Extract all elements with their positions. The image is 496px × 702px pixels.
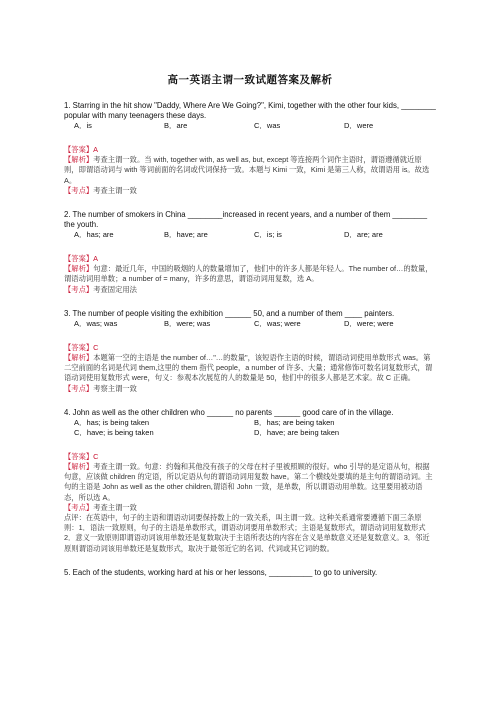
option-a: A．was; was <box>74 318 118 328</box>
option-c: C．have; is being taken <box>74 427 154 437</box>
point-text: 考察主谓一致 <box>93 383 137 393</box>
point-label: 【考点】 <box>64 185 94 195</box>
answer-block <box>64 452 436 554</box>
option-d: D．have; are being taken <box>254 427 340 437</box>
option-a: A．is <box>74 121 92 130</box>
answer-block <box>64 145 436 196</box>
page-title: 高一英语主谓一致试题答案及解析 <box>167 74 333 86</box>
option-a: A．has; are <box>74 230 114 240</box>
answer-block <box>64 343 436 394</box>
analysis-text: 句意：最近几年，中国的吸烟的人的数量增加了，他们中的许多人都是年轻人。The number of…的数量，谓语动词用单数；a number of = many，许多的意思，谓语动词用复数，选 A。 <box>64 264 433 284</box>
option-b: B．were; was <box>164 318 211 328</box>
options-row <box>64 418 436 438</box>
answer: 【答案】C <box>64 451 99 461</box>
point-label: 【考点】 <box>64 383 94 393</box>
answer: 【答案】C <box>64 342 99 352</box>
answer: 【答案】A <box>64 254 99 264</box>
point-text: 考查固定用法 <box>93 284 137 294</box>
question-1 <box>64 101 436 196</box>
question-5 <box>64 568 436 578</box>
option-c: C．was <box>254 121 281 130</box>
analysis-label: 【解析】 <box>64 462 94 472</box>
option-b: B．are <box>164 121 188 130</box>
question-4 <box>64 408 436 554</box>
answer-block <box>64 254 436 295</box>
options-row <box>64 319 436 329</box>
question-text: 5. Each of the students, working hard at his or her lessons, __________ to go to university. <box>64 567 378 577</box>
option-d: D．were; were <box>344 318 394 328</box>
options-row <box>64 121 436 131</box>
analysis-text: 考查主谓一致。句意：约翰和其他没有孩子的父母在村子里被照顾的很好。who 引导的是定语从句，根据句意，应该做 children 的定语，所以定语从句的谓语动词用复数 have。第二个横线处要填的是主句的谓语动词。主句的主语是 John as well as the other children,谓语和 John 一致，是单数，所以谓语动用单数。这里要用被动语态，所以选 A。 <box>64 462 433 502</box>
question-text: 1. Starring in the hit show "Daddy, Where Are We Going?", Kimi, together with the other four kids, ________ popular with many teenagers these days. <box>64 101 436 120</box>
analysis-text: 本题第一空的主语是 the number of…"…的数量"，该短语作主语的时候，谓语动词使用单数形式 was。第二空前面的名词是代词 them,这里的 them 指代 people，a number of 许多、大量；通常修饰可数名词复数形式，谓语动词使用复数形式 were，句义：参观本次展览的人的数量是 50，他们中的很多人都是艺术家。故 C 正确。 <box>64 353 433 383</box>
point-label: 【考点】 <box>64 284 94 294</box>
tip-text: 在英语中，句子的主语和谓语动词要保持数上的一致关系，叫主谓一致。这种关系通常要遵循下面三条原则：1．语法一致原则，句子的主语是单数形式，谓语动词要用单数形式；主语是复数形式，谓语动词用复数形式 2．意义一致原则即谓语动词该用单数还是复数取决于主语所表达的内容在含义是单数意义还是复数意义。3．邻近原则谓语动词该用单数还是复数形式，取决于最邻近它的名词、代词或其它词的数。 <box>64 513 430 553</box>
option-c: C．was; were <box>254 318 301 328</box>
answer: 【答案】A <box>64 145 99 154</box>
analysis-label: 【解析】 <box>64 155 94 165</box>
question-text: 4. John as well as the other children who ______ no parents ______ good care of in the village. <box>64 407 394 417</box>
point-label: 【考点】 <box>64 502 94 512</box>
option-b: B．has; are being taken <box>254 417 335 427</box>
analysis-label: 【解析】 <box>64 353 94 363</box>
point-text: 考查主谓一致 <box>93 502 137 512</box>
analysis-text: 考查主谓一致。当 with, together with, as well as, but, except 等连接两个词作主语时，谓语遵循就近原则，即谓语动词与 with 等词前面的名词或代词保持一致。本题与 Kimi 一致，Kimi 是第三人称，故谓语用 is。故选 A。 <box>64 155 430 185</box>
point-text: 考查主谓一致 <box>93 185 137 195</box>
option-b: B．have; are <box>164 230 208 240</box>
option-d: D．are; are <box>344 230 383 240</box>
options-row <box>64 230 436 240</box>
question-3 <box>64 309 436 394</box>
question-2 <box>64 210 436 295</box>
analysis-label: 【解析】 <box>64 264 94 274</box>
option-d: D．were <box>344 121 374 130</box>
question-text: 3. The number of people visiting the exhibition ______ 50, and a number of them ____ painters. <box>64 308 395 318</box>
option-a: A．has; is being taken <box>74 417 150 427</box>
question-text: 2. The number of smokers in China ________increased in recent years, and a number of them ________ the youth. <box>64 210 428 230</box>
tip-label: 点评： <box>64 513 86 523</box>
option-c: C．is; is <box>254 230 282 240</box>
